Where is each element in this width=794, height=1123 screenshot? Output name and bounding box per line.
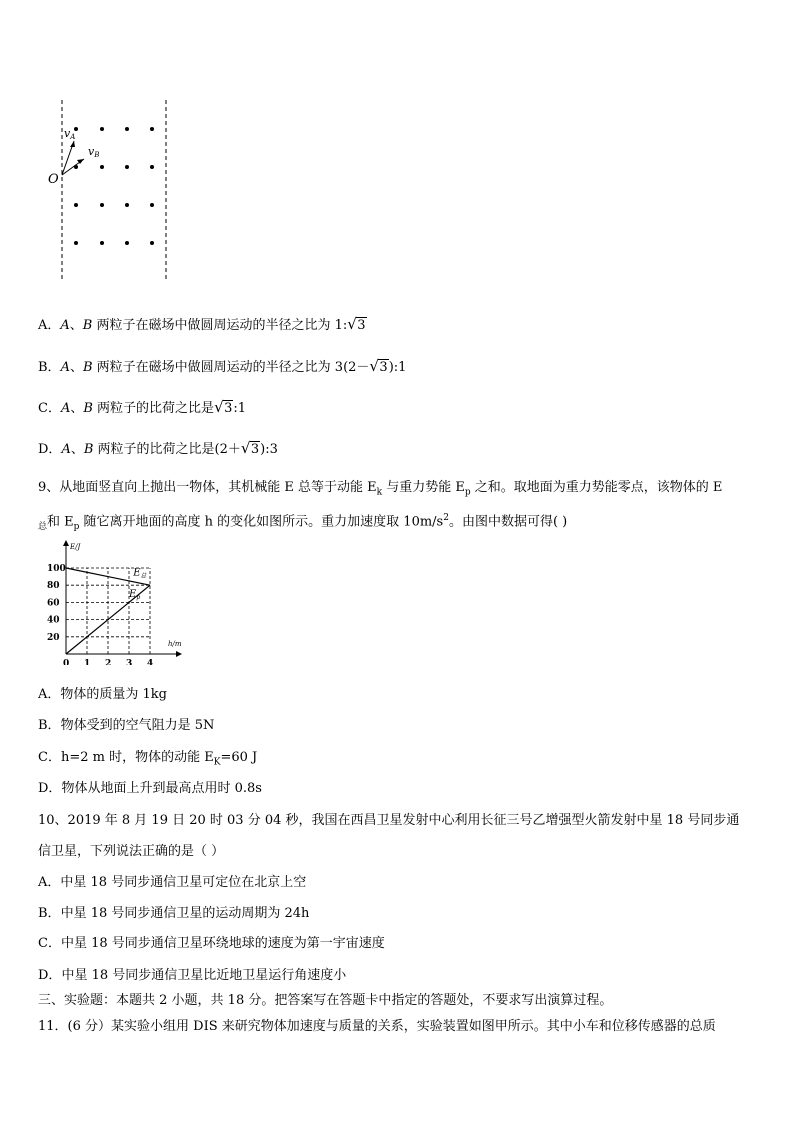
q8-option-d: D．A、B 两粒子的比荷之比是(2＋ √ 3):3 [38,439,278,457]
q8-option-c: C．A、B 两粒子的比荷之比是 √ 3:1 [38,398,246,416]
y-axis-label: E/J [70,543,81,551]
x-tick-label: 0 [63,659,70,665]
series-label-e-total: $E_总$ [133,567,147,580]
y-tick-label: 40 [47,615,60,626]
y-axis-arrow [63,540,69,546]
sqrt-symbol: √ 3 [214,398,233,416]
q9-option-a: A．物体的质量为 1kg [38,687,167,702]
y-tick-label: 60 [47,598,60,609]
x-tick-label: 3 [126,659,133,665]
q8-option-b: B．A、B 两粒子在磁场中做圆周运动的半径之比为 3(2－ √ 3):1 [38,357,407,375]
vB-label: vB [88,145,100,159]
section-3-heading: 三、实验题：本题共 2 小题，共 18 分。把答案写在答题卡中指定的答题处，不要求写出演算过程。 [38,993,613,1008]
q11-stem: 11．(6 分）某实验小组用 DIS 来研究物体加速度与质量的关系，实验装置如图甲所示。其中小车和位移传感器的总质 [38,1019,716,1034]
x-tick-label: 4 [147,659,154,665]
q10-stem-line2: 信卫星，下列说法正确的是（ ） [38,844,225,859]
q9-option-d: D．物体从地面上升到最高点用时 0.8s [38,781,262,796]
q10-stem-line1: 10、2019 年 8 月 19 日 20 时 03 分 04 秒，我国在西昌卫星发射中心利用长征三号乙增强型火箭发射中星 18 号同步通 [38,813,740,828]
y-tick-label: 80 [47,581,60,592]
q10-option-a: A．中星 18 号同步通信卫星可定位在北京上空 [38,875,307,890]
q9-option-b: B．物体受到的空气阻力是 5N [38,718,215,733]
sqrt-symbol: √ 3 [347,315,366,333]
y-tick-label: 100 [47,564,66,574]
x-tick-label: 1 [84,659,91,665]
y-tick-label: 20 [47,632,60,643]
field-dots [74,127,154,245]
energy-height-chart [40,540,190,665]
x-tick-label: 2 [105,659,112,665]
q10-option-c: C．中星 18 号同步通信卫星环绕地球的速度为第一宇宙速度 [38,936,385,951]
q10-option-b: B．中星 18 号同步通信卫星的运动周期为 24h [38,906,310,921]
origin-label: O [48,172,59,187]
q9-option-c: C．h=2 m 时，物体的动能 $E_K=60$ J [38,750,258,768]
q10-option-d: D．中星 18 号同步通信卫星比近地卫星运行角速度小 [38,968,347,983]
q8-option-a: A．A、B 两粒子在磁场中做圆周运动的半径之比为 1: √ 3 [38,315,366,333]
vA-label: vA [64,127,76,141]
q9-stem-line2: $_总$和 $E_p$ 随它离开地面的高度 h 的变化如图所示。重力加速度取 $10m/s^2$。由图中数据可得( ) [38,513,568,532]
series-label-ep: $E_p$ [129,589,141,602]
x-axis-arrow [176,651,182,657]
sqrt-symbol: √ 3 [240,439,260,457]
q9-stem-line1: 9、从地面竖直向上抛出一物体，其机械能 E 总等于动能 $E_k$ 与重力势能 $E_p$ 之和。取地面为重力势能零点，该物体的 E [38,480,723,498]
x-axis-label: h/m [168,640,182,648]
sqrt-symbol: √ 3 [369,357,388,375]
magnetic-field-figure [40,95,180,285]
